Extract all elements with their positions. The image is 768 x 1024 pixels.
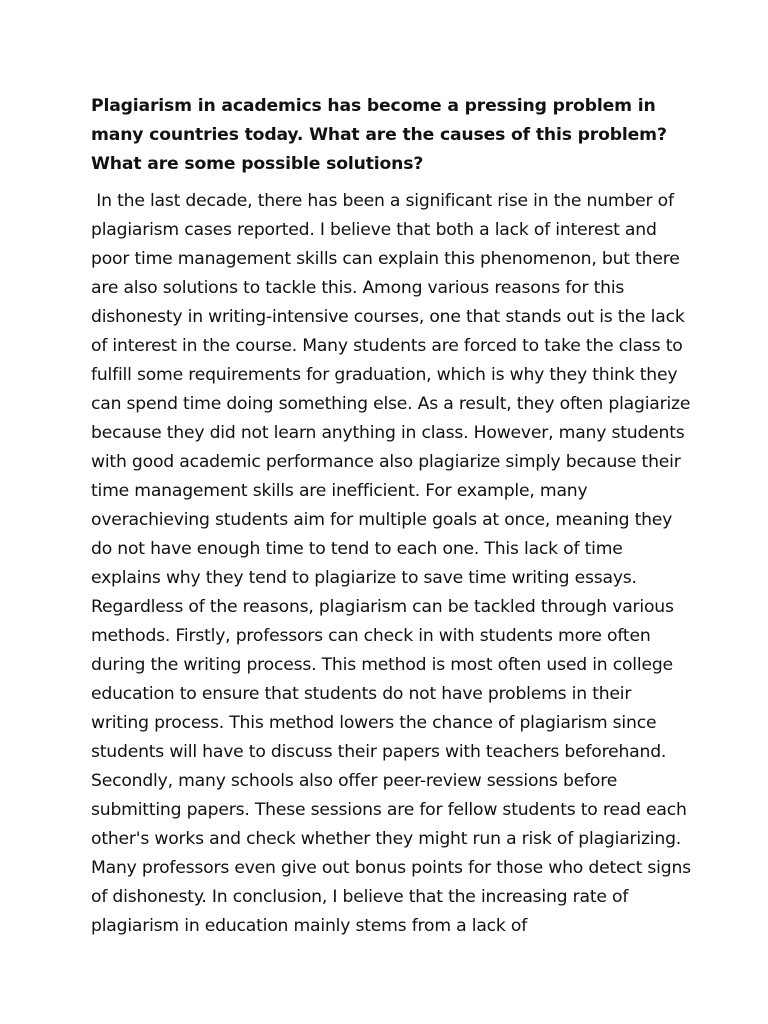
essay-paragraph: In the last decade, there has been a significant rise in the number of plagiarism cases reported. I believe that both a lack of interest and poor time management skills can explain this phenomenon, but there are also solutions to tackle this. Among various reasons for this dishonesty in writing-intensive courses, one that stands out is the lack of interest in the course. Many students are forced to take the class to fulfill some requirements for graduation, which is why they think they can spend time doing something else. As a result, they often plagiarize because they did not learn anything in class. However, many students with good academic performance also plagiarize simply because their time management skills are inefficient. For example, many overachieving students aim for multiple goals at once, meaning they do not have enough time to tend to each one. This lack of time explains why they tend to plagiarize to save time writing essays. Regardless of the reasons, plagiarism can be tackled through various methods. Firstly, professors can check in with students more often during the writing process. This method is most often used in college education to ensure that students do not have problems in their writing process. This method lowers the chance of plagiarism since students will have to discuss their papers with teachers beforehand. Secondly, many schools also offer peer-review sessions before submitting papers. These sessions are for fellow students to read each other's works and check whether they might run a risk of plagiarizing. Many professors even give out bonus points for those who detect signs of dishonesty. In conclusion, I believe that the increasing rate of plagiarism in education mainly stems from a lack of: [91, 191, 697, 936]
essay-prompt: Plagiarism in academics has become a pressing problem in many countries today. What are the causes of this problem? What are some possible solutions?: [91, 96, 667, 174]
document-body: [91, 92, 697, 941]
